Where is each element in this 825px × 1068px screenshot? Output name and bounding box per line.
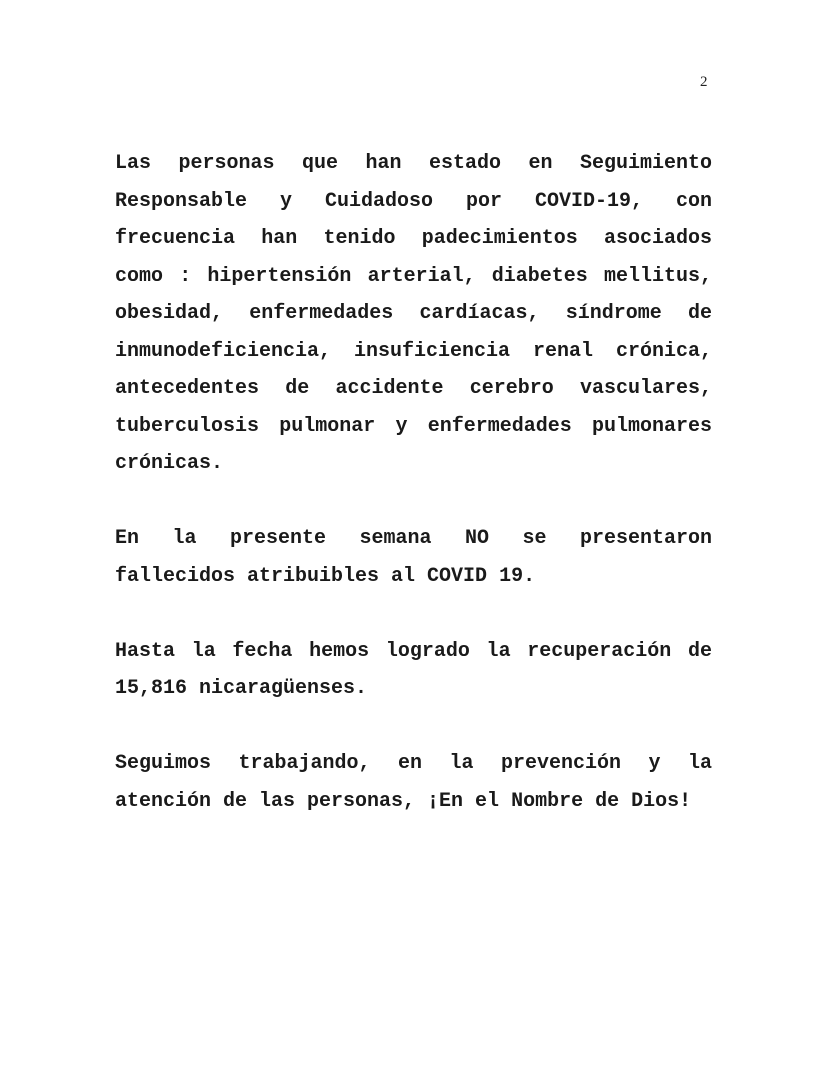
document-body xyxy=(115,145,712,820)
paragraph-comorbidities: Las personas que han estado en Seguimiento Responsable y Cuidadoso por COVID-19, con frecuencia han tenido padecimientos asociados como : hipertensión arterial, diabetes mellitus, obesidad, enfermedades cardíacas, síndrome de inmunodeficiencia, insuficiencia renal crónica, antecedentes de accidente cerebro vasculares, tuberculosis pulmonar y enfermedades pulmonares crónicas. xyxy=(115,152,712,475)
paragraph-closing: Seguimos trabajando, en la prevención y la atención de las personas, ¡En el Nombre de Dios! xyxy=(115,752,712,813)
paragraph-recoveries: Hasta la fecha hemos logrado la recuperación de 15,816 nicaragüenses. xyxy=(115,639,712,700)
page-number: 2 xyxy=(700,74,708,90)
paragraph-deaths: En la presente semana NO se presentaron fallecidos atribuibles al COVID 19. xyxy=(115,527,712,588)
